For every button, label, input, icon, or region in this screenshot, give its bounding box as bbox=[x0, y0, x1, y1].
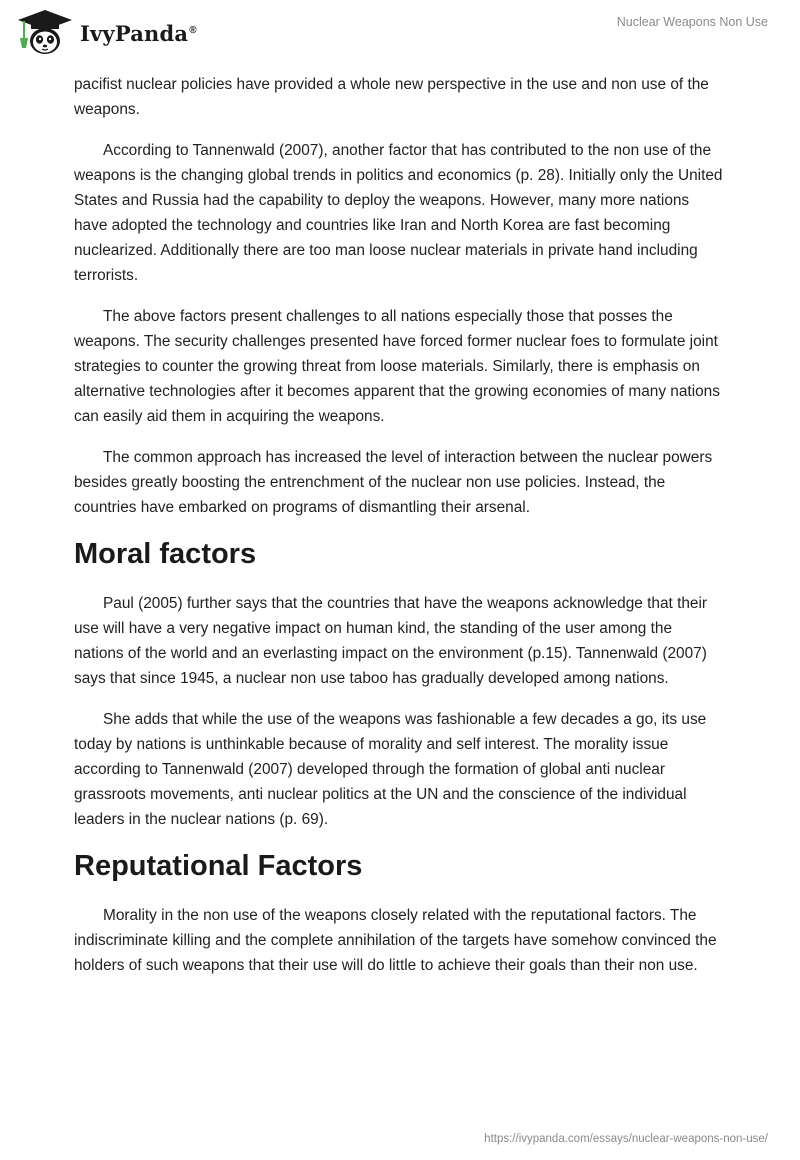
panda-graduate-icon bbox=[14, 8, 76, 58]
paragraph: The above factors present challenges to all nations especially those that posses the weapons. The security challenges presented have forced former nuclear foes to formulate joint strategies to counter the growing threat from loose materials. Similarly, there is emphasis on alternative technologies after it becomes apparent that the growing economies of many nations can easily aid them in acquiring the weapons. bbox=[74, 308, 720, 425]
page-header bbox=[0, 0, 800, 70]
brand-name: IvyPanda® bbox=[80, 20, 197, 46]
section-heading-reputational-factors: Reputational Factors bbox=[74, 850, 363, 882]
registered-mark: ® bbox=[189, 24, 197, 36]
paragraph: Morality in the non use of the weapons closely related with the reputational factors. The indiscriminate killing and the complete annihilation of the targets have somehow convinced the holders of such weapons that their use will do little to achieve their goals than their non use. bbox=[74, 907, 717, 974]
section-heading-moral-factors: Moral factors bbox=[74, 538, 257, 570]
essay-body bbox=[74, 72, 724, 994]
ivypanda-logo[interactable] bbox=[14, 6, 197, 60]
paragraph: The common approach has increased the level of interaction between the nuclear powers besides greatly boosting the entrenchment of the nuclear non use policies. Instead, the countries have embarked on programs of dismantling their arsenal. bbox=[74, 449, 713, 516]
paragraph: She adds that while the use of the weapons was fashionable a few decades a go, its use today by nations is unthinkable because of morality and self interest. The morality issue according to Tannenwald (2007) developed through the formation of global anti nuclear grassroots movements, anti nuclear politics at the UN and the conscience of the individual leaders in the nuclear nations (p. 69). bbox=[74, 711, 707, 828]
paragraph: Paul (2005) further says that the countries that have the weapons acknowledge that their use will have a very negative impact on human kind, the standing of the user among the nations of the world and an everlasting impact on the environment (p.15). Tannenwald (2007) says that since 1945, a nuclear non use taboo has gradually developed among nations. bbox=[74, 595, 708, 687]
source-url-link[interactable]: https://ivypanda.com/essays/nuclear-weapons-non-use/ bbox=[484, 1133, 768, 1145]
paragraph: According to Tannenwald (2007), another factor that has contributed to the non use of the weapons is the changing global trends in politics and economics (p. 28). Initially only the United States and Russia had the capability to deploy the weapons. However, many more nations have adopted the technology and countries like Iran and North Korea are fast becoming nuclearized. Additionally there are too man loose nuclear materials in private hand including terrorists. bbox=[74, 142, 723, 284]
document-title: Nuclear Weapons Non Use bbox=[616, 15, 768, 29]
paragraph: pacifist nuclear policies have provided a whole new perspective in the use and non use of the weapons. bbox=[74, 76, 709, 118]
